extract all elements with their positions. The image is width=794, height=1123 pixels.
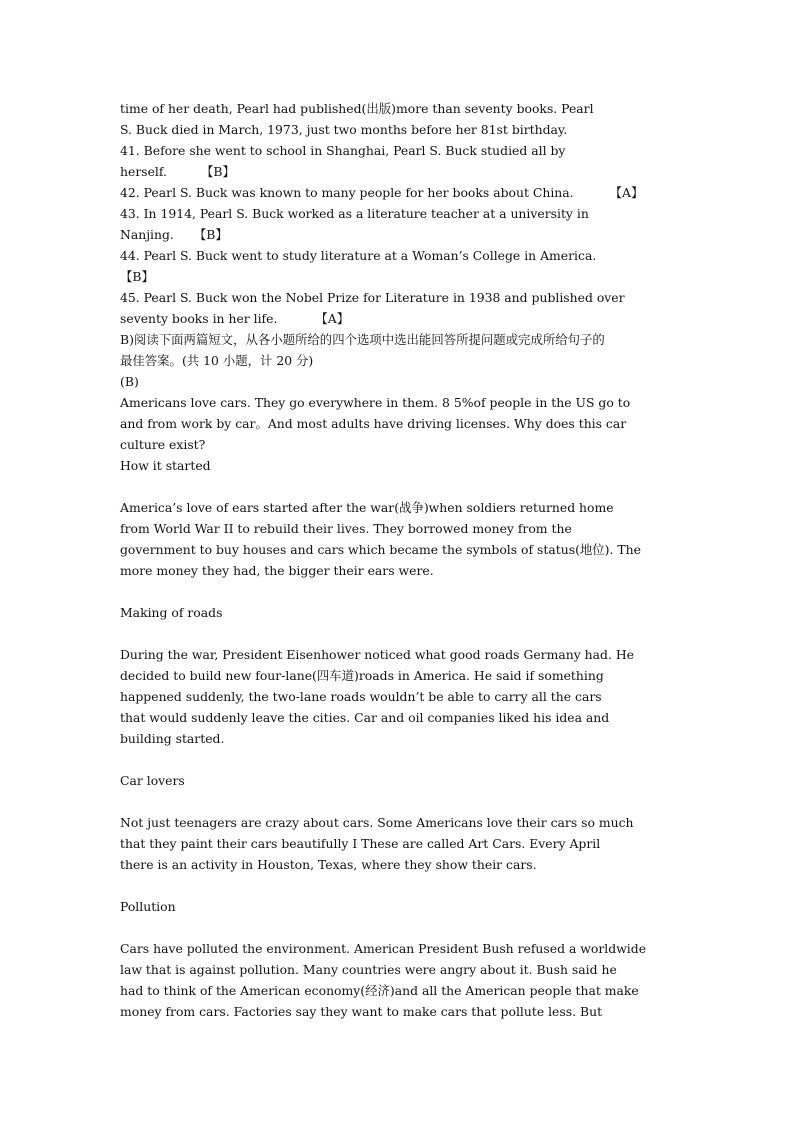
text-line: money from cars. Factories say they want to make cars that pollute less. But bbox=[120, 1004, 603, 1019]
passage-intro bbox=[120, 392, 680, 455]
statement-text: herself. bbox=[120, 164, 167, 179]
text-line: During the war, President Eisenhower noticed what good roads Germany had. He bbox=[120, 647, 634, 662]
answer-mark: 【B】 bbox=[120, 269, 154, 284]
text-line: law that is against pollution. Many countries were angry about it. Bush said he bbox=[120, 962, 617, 977]
paragraph-making-of-roads bbox=[120, 644, 680, 749]
document-page bbox=[120, 98, 680, 1022]
statement-list bbox=[120, 140, 680, 329]
paragraph-how-it-started bbox=[120, 497, 680, 581]
text-line: that would suddenly leave the cities. Car and oil companies liked his idea and bbox=[120, 710, 610, 725]
statement-text: seventy books in her life. bbox=[120, 311, 278, 326]
text-line: Americans love cars. They go everywhere in them. 8 5%of people in the US go to bbox=[120, 395, 631, 410]
text-line: building started. bbox=[120, 731, 225, 746]
text-line: there is an activity in Houston, Texas, where they show their cars. bbox=[120, 857, 537, 872]
statement-text: 42. Pearl S. Buck was known to many people for her books about China. bbox=[120, 185, 574, 200]
text-line: time of her death, Pearl had published(出版)more than seventy books. Pearl bbox=[120, 101, 594, 116]
statement-text: 45. Pearl S. Buck won the Nobel Prize for Literature in 1938 and published over bbox=[120, 290, 625, 305]
paragraph-pollution bbox=[120, 938, 680, 1022]
instruction-line: B)阅读下面两篇短文，从各小题所给的四个选项中选出能回答所提问题或完成所给句子的 bbox=[120, 332, 605, 347]
statement-text: 41. Before she went to school in Shanghai, Pearl S. Buck studied all by bbox=[120, 143, 566, 158]
answer-mark: 【A】 bbox=[609, 185, 644, 200]
text-line: that they paint their cars beautifully I These are called Art Cars. Every April bbox=[120, 836, 601, 851]
text-line: culture exist? bbox=[120, 437, 206, 452]
text-line: from World War II to rebuild their lives. They borrowed money from the bbox=[120, 521, 572, 536]
instruction-line: 最佳答案。(共 10 小题，计 20 分) bbox=[120, 353, 314, 368]
text-line: S. Buck died in March, 1973, just two months before her 81st birthday. bbox=[120, 122, 568, 137]
text-line: decided to build new four-lane(四车道)roads in America. He said if something bbox=[120, 668, 604, 683]
statement-text: 44. Pearl S. Buck went to study literature at a Woman’s College in America. bbox=[120, 248, 597, 263]
passage-a-tail bbox=[120, 98, 680, 140]
section-heading: Making of roads bbox=[120, 605, 223, 620]
passage-label: (B) bbox=[120, 374, 139, 389]
text-line: more money they had, the bigger their ears were. bbox=[120, 563, 434, 578]
text-line: and from work by car。And most adults have driving licenses. Why does this car bbox=[120, 416, 627, 431]
answer-mark: 【B】 bbox=[200, 164, 235, 179]
text-line: government to buy houses and cars which became the symbols of status(地位). The bbox=[120, 542, 641, 557]
text-line: America’s love of ears started after the war(战争)when soldiers returned home bbox=[120, 500, 614, 515]
statement-42 bbox=[120, 182, 680, 203]
section-heading: How it started bbox=[120, 458, 211, 473]
statement-text: 43. In 1914, Pearl S. Buck worked as a literature teacher at a university in bbox=[120, 206, 589, 221]
statement-41 bbox=[120, 140, 680, 182]
section-b-instructions bbox=[120, 329, 680, 392]
answer-mark: 【A】 bbox=[315, 311, 350, 326]
text-line: happened suddenly, the two-lane roads wouldn’t be able to carry all the cars bbox=[120, 689, 602, 704]
paragraph-car-lovers bbox=[120, 812, 680, 875]
statement-text: Nanjing. bbox=[120, 227, 174, 242]
text-line: had to think of the American economy(经济)and all the American people that make bbox=[120, 983, 639, 998]
statement-44 bbox=[120, 245, 680, 287]
text-line: Cars have polluted the environment. American President Bush refused a worldwide bbox=[120, 941, 647, 956]
section-heading: Pollution bbox=[120, 899, 176, 914]
statement-45 bbox=[120, 287, 680, 329]
statement-43 bbox=[120, 203, 680, 245]
text-line: Not just teenagers are crazy about cars. Some Americans love their cars so much bbox=[120, 815, 634, 830]
answer-mark: 【B】 bbox=[193, 227, 228, 242]
section-heading: Car lovers bbox=[120, 773, 185, 788]
